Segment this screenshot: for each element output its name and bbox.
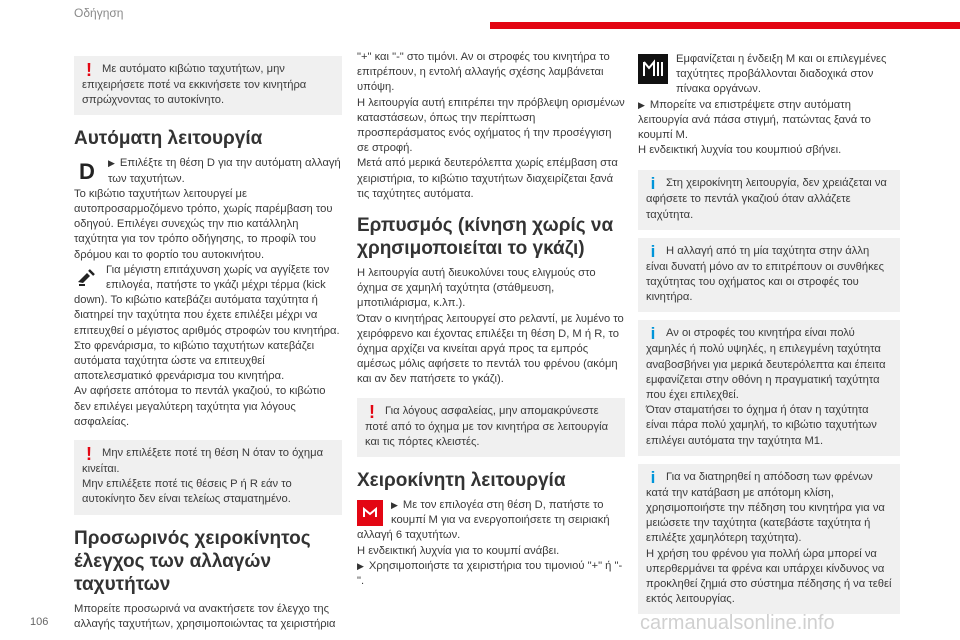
info-box	[638, 464, 900, 615]
paragraph: Εμφανίζεται η ένδειξη M και οι επιλεγμένες ταχύτητες προβάλλονται διαδοχικά στον πίνακα οργάνων.	[676, 53, 887, 96]
paragraph: Στο φρενάρισμα, το κιβώτιο ταχυτήτων κατεβάζει αυτόματα ταχύτητα ώστε να επιτευχθεί αποτελεσματικό φρενάρισμα του κινητήρα.	[74, 339, 315, 383]
info-icon: i	[650, 467, 656, 487]
warning-icon: !	[369, 401, 375, 422]
warning-text: Μην επιλέξετε ποτέ τις θέσεις P ή R εάν το αυτοκίνητο δεν είναι τελείως σταματημένο.	[82, 478, 292, 506]
info-box	[638, 170, 900, 229]
column-3	[638, 52, 900, 622]
footer-watermark: carmanualsonline.info	[640, 612, 835, 634]
paragraph-text: Χρησιμοποιήστε τα χειριστήρια του τιμονιού "+" ή "-".	[357, 559, 623, 588]
paragraph	[357, 559, 625, 589]
info-text: Στη χειροκίνητη λειτουργία, δεν χρειάζεται να αφήσετε το πεντάλ γκαζιού όταν αλλάζετε ταχύτητα.	[646, 177, 887, 221]
paragraph-text: Μπορείτε να επιστρέψετε στην αυτόματη λειτουργία ανά πάσα στιγμή, πατώντας ξανά το κουμπί M.	[638, 98, 871, 142]
warning-box	[74, 56, 342, 115]
manual-mode-button-icon	[357, 500, 383, 526]
info-text: Αν οι στροφές του κινητήρα είναι πολύ χαμηλές ή πολύ υψηλές, η επιλεγμένη ταχύτητα αναβοσβήνει για μερικά δευτερόλεπτα και έπειτα εμφανίζεται στην οθόνη η πραγματική ταχύτητα που έχει επιλεχθεί.	[646, 327, 886, 402]
warning-text: Με αυτόματο κιβώτιο ταχυτήτων, μην επιχειρήσετε ποτέ να εκκινήσετε τον κινητήρα σπρώχνοντας το αυτοκίνητο.	[82, 63, 307, 107]
info-icon: i	[650, 174, 656, 194]
section-heading: Χειροκίνητη λειτουργία	[357, 470, 566, 492]
paragraph: Μετά από μερικά δευτερόλεπτα χωρίς επέμβαση στα χειριστήρια, το κιβώτιο ταχυτήτων διαχειρίζεται ξανά τις ταχύτητες αυτόματα.	[357, 157, 618, 200]
info-box	[638, 320, 900, 455]
warning-box	[74, 440, 342, 515]
paragraph: Η ενδεικτική λυχνία για το κουμπί ανάβει.	[357, 544, 560, 557]
bullet-icon: ▶	[391, 500, 398, 511]
column-2	[357, 50, 625, 589]
paragraph-text: Επιλέξτε τη θέση D για την αυτόματη αλλαγή των ταχυτήτων.	[108, 157, 341, 185]
warning-text: Για λόγους ασφαλείας, μην απομακρύνεστε ποτέ από το όχημα με τον κινητήρα σε λειτουργία και τις πόρτες κλειστές.	[365, 404, 609, 448]
paragraph	[357, 498, 625, 544]
paragraph: Η λειτουργία αυτή διευκολύνει τους ελιγμούς στο όχημα σε χαμηλή ταχύτητα (στάθμευση, μποτιλιάρισμα, κ.λπ.).	[357, 267, 596, 310]
paragraph: Η λειτουργία αυτή επιτρέπει την πρόβλεψη ορισμένων καταστάσεων, όπως την περίπτωση προσπεράσματος ενός οχήματος ή την προσέγγιση σε στροφή.	[357, 96, 625, 155]
info-icon: i	[650, 241, 656, 261]
paragraph: Αν αφήσετε απότομα το πεντάλ γκαζιού, το κιβώτιο δεν επιλέγει μεγαλύτερη ταχύτητα για λόγους ασφαλείας.	[74, 385, 326, 428]
paragraph: Το κιβώτιο ταχυτήτων λειτουργεί με αυτοπροσαρμοζόμενο τρόπο, χωρίς παρέμβαση του οδηγού. Επιλέγει συνεχώς την πιο κατάλληλη ταχύτητα για τον τρόπο οδήγησης, το προφίλ του δρόμου και το φορτίο του αυτοκινήτου.	[74, 187, 333, 261]
paragraph: Όταν ο κινητήρας λειτουργεί στο ρελαντί, με λυμένο το χειρόφρενο και έχοντας επιλέξει τη θέση D, M ή R, το όχημα αρχίζει να κινείται αργά προς τα εμπρός αμέσως μόλις αφήσετε το πεντάλ του φρένου (ακόμη και αν δεν πατήσετε το γκάζι).	[357, 312, 624, 386]
info-text: Για να διατηρηθεί η απόδοση των φρένων κατά την κατάβαση με απότομη κλίση, χρησιμοποιήστε την πέδηση του κινητήρα για να μειώσετε την ταχύτητα (κατεβάστε ταχύτητα ή επιλέξτε χαμηλότερη ταχύτητα).	[646, 470, 885, 545]
page-number: 106	[30, 616, 49, 628]
column-1	[74, 52, 342, 632]
bullet-icon: ▶	[357, 560, 364, 571]
bullet-icon: ▶	[108, 158, 115, 169]
info-box	[638, 238, 900, 313]
kick-down-icon	[74, 265, 98, 289]
paragraph: Για μέγιστη επιτάχυνση χωρίς να αγγίξετε τον επιλογέα, πατήστε το γκάζι μέχρι τέρμα (kick down). Το κιβώτιο κατεβάζει αυτόματα ταχύτητα ή διατηρεί την ταχύτητα που έχετε επιλέξει μέχρι να επιτευχθεί ο μέγιστος αριθμός στροφών του κινητήρα.	[74, 263, 340, 337]
section-color-bar	[490, 22, 960, 29]
section-heading: Ερπυσμός (κίνηση χωρίς να χρησιμοποιείται το γκάζι)	[357, 215, 614, 260]
section-heading: Προσωρινός χειροκίνητος έλεγχος των αλλαγών ταχυτήτων	[74, 527, 311, 595]
paragraph	[638, 98, 900, 144]
info-text: Η αλλαγή από τη μία ταχύτητα στην άλλη είναι δυνατή μόνο αν το επιτρέπουν οι συνθήκες ταχύτητας του οχήματος και οι στροφές του κινητήρα.	[646, 244, 885, 304]
gear-d-icon: D	[79, 158, 95, 184]
paragraph	[74, 156, 342, 186]
warning-text: Μην επιλέξετε ποτέ τη θέση N όταν το όχημα κινείται.	[82, 447, 324, 476]
paragraph: Μπορείτε προσωρινά να ανακτήσετε τον έλεγχο της αλλαγής ταχυτήτων, χρησιμοποιώντας τα χειριστήρια	[74, 602, 336, 630]
bullet-icon: ▶	[638, 99, 645, 110]
section-heading: Αυτόματη λειτουργία	[74, 128, 263, 150]
paragraph-text: Με τον επιλογέα στη θέση D, πατήστε το κουμπί M για να ενεργοποιήσετε τη σειριακή αλλαγή 6 ταχυτήτων.	[357, 499, 610, 542]
warning-icon: !	[86, 60, 92, 80]
running-header: Οδήγηση	[74, 6, 124, 20]
paragraph: Η ενδεικτική λυχνία του κουμπιού σβήνει.	[638, 144, 842, 157]
manual-gear-display-icon	[638, 54, 668, 84]
paragraph: "+" και "-" στο τιμόνι. Αν οι στροφές του κινητήρα το επιτρέπουν, η εντολή αλλαγής σχέσης λαμβάνεται υπόψη.	[357, 51, 610, 94]
info-text: Η χρήση του φρένου για πολλή ώρα μπορεί να υπερθερμάνει τα φρένα και υπάρχει κίνδυνος να προκληθεί ζημιά στο σύστημα πέδησης ή να τεθεί εκτός λειτουργίας.	[646, 547, 892, 606]
info-text: Όταν σταματήσει το όχημα ή όταν η ταχύτητα είναι πάρα πολύ χαμηλή, το κιβώτιο ταχυτήτων επιλέγει αυτόματα την ταχύτητα M1.	[646, 404, 877, 447]
warning-icon: !	[86, 444, 92, 465]
info-icon: i	[650, 324, 656, 344]
warning-box	[357, 398, 625, 457]
